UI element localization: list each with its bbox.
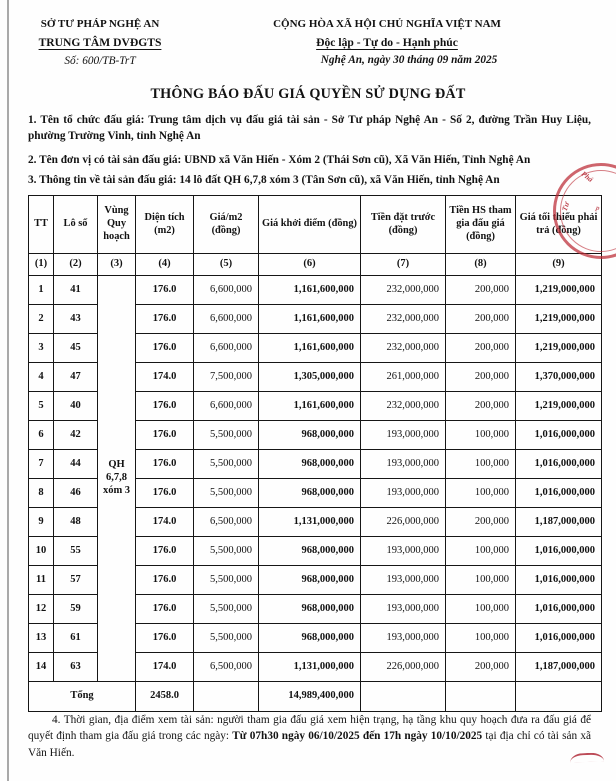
cell-starting-price: 1,131,000,000	[259, 508, 361, 537]
cell-price-per-m2: 6,600,000	[194, 276, 259, 305]
cell-area: 176.0	[136, 566, 194, 595]
cell-tt: 10	[29, 537, 54, 566]
cell-tt: 3	[29, 334, 54, 363]
cell-lot-number: 55	[54, 537, 98, 566]
cell-area: 174.0	[136, 653, 194, 682]
cell-lot-number: 41	[54, 276, 98, 305]
cell-fee: 200,000	[446, 305, 516, 334]
cell-tt: 4	[29, 363, 54, 392]
cell-tt: 7	[29, 450, 54, 479]
page-edge-line	[7, 0, 9, 781]
col-index-3: (3)	[98, 254, 136, 276]
total-row	[29, 682, 602, 712]
cell-area: 176.0	[136, 276, 194, 305]
p4-text-end: tại địa chỉ có tài sản xã Văn Hiến.	[28, 730, 592, 759]
cell-price-per-m2: 6,600,000	[194, 392, 259, 421]
cell-starting-price: 968,000,000	[259, 450, 361, 479]
stamp-text-fragment: Tư	[559, 200, 572, 213]
total-empty-min	[516, 682, 602, 712]
cell-min-price: 1,016,000,000	[516, 595, 602, 624]
total-empty-fee	[446, 682, 516, 712]
cell-deposit: 193,000,000	[361, 624, 446, 653]
cell-lot-number: 59	[54, 595, 98, 624]
page-title: THÔNG BÁO ĐẤU GIÁ QUYỀN SỬ DỤNG ĐẤT	[150, 86, 466, 102]
cell-starting-price: 1,161,600,000	[259, 334, 361, 363]
col-index-6: (6)	[259, 254, 361, 276]
cell-deposit: 193,000,000	[361, 479, 446, 508]
cell-lot-number: 42	[54, 421, 98, 450]
cell-lot-number: 48	[54, 508, 98, 537]
cell-price-per-m2: 6,500,000	[194, 508, 259, 537]
cell-deposit: 193,000,000	[361, 421, 446, 450]
col-header-starting-price: Giá khởi điểm (đồng)	[259, 196, 361, 254]
org-name: TRUNG TÂM DVĐGTS	[38, 36, 162, 49]
cell-deposit: 232,000,000	[361, 334, 446, 363]
p4-text-start: 4. Thời gian, địa điểm xem tài sản: người tham gia đấu giá xem hiện trạng, hạ tầng khu quy hoạch đưa ra đấu giá để quyết định tham gia đấu giá trong các ngày:	[28, 714, 591, 743]
total-label: Tổng	[29, 682, 136, 712]
cell-min-price: 1,016,000,000	[516, 479, 602, 508]
col-header-area: Diện tích (m2)	[136, 196, 194, 254]
cell-min-price: 1,016,000,000	[516, 421, 602, 450]
cell-tt: 13	[29, 624, 54, 653]
col-index-4: (4)	[136, 254, 194, 276]
cell-fee: 200,000	[446, 276, 516, 305]
col-index-8: (8)	[446, 254, 516, 276]
letterhead-left	[20, 17, 180, 69]
cell-price-per-m2: 5,500,000	[194, 537, 259, 566]
cell-fee: 200,000	[446, 508, 516, 537]
cell-price-per-m2: 6,600,000	[194, 305, 259, 334]
cell-starting-price: 968,000,000	[259, 479, 361, 508]
auction-table	[28, 195, 602, 712]
cell-lot-number: 57	[54, 566, 98, 595]
total-starting-price: 14,989,400,000	[259, 682, 361, 712]
paragraph-auction-org: 1. Tên tổ chức đấu giá: Trung tâm dịch vụ đấu giá tài sản - Sở Tư pháp Nghệ An - Số 2, đường Trần Huy Liệu, phường Trường Vinh, tỉnh Nghệ An	[28, 114, 591, 142]
cell-fee: 200,000	[446, 363, 516, 392]
cell-lot-number: 45	[54, 334, 98, 363]
cell-min-price: 1,016,000,000	[516, 450, 602, 479]
cell-deposit: 193,000,000	[361, 595, 446, 624]
cell-area: 176.0	[136, 305, 194, 334]
cell-tt: 6	[29, 421, 54, 450]
red-pen-mark	[570, 752, 604, 762]
total-empty-deposit	[361, 682, 446, 712]
cell-deposit: 193,000,000	[361, 537, 446, 566]
cell-tt: 9	[29, 508, 54, 537]
org-parent-name: SỞ TƯ PHÁP NGHỆ AN	[40, 18, 160, 30]
column-index-row	[29, 254, 602, 276]
cell-fee: 100,000	[446, 537, 516, 566]
cell-min-price: 1,219,000,000	[516, 305, 602, 334]
cell-min-price: 1,016,000,000	[516, 537, 602, 566]
cell-price-per-m2: 5,500,000	[194, 450, 259, 479]
cell-min-price: 1,219,000,000	[516, 276, 602, 305]
cell-price-per-m2: 5,500,000	[194, 479, 259, 508]
cell-tt: 8	[29, 479, 54, 508]
cell-starting-price: 968,000,000	[259, 566, 361, 595]
cell-tt: 2	[29, 305, 54, 334]
cell-lot-number: 46	[54, 479, 98, 508]
total-area: 2458.0	[136, 682, 194, 712]
col-header-zone: Vùng Quy hoạch	[98, 196, 136, 254]
col-index-7: (7)	[361, 254, 446, 276]
cell-lot-number: 47	[54, 363, 98, 392]
national-title: CỘNG HÒA XÃ HỘI CHỦ NGHĨA VIỆT NAM	[273, 18, 501, 30]
cell-starting-price: 968,000,000	[259, 624, 361, 653]
cell-price-per-m2: 5,500,000	[194, 624, 259, 653]
letterhead-right	[262, 17, 512, 68]
col-index-1: (1)	[29, 254, 54, 276]
cell-tt: 1	[29, 276, 54, 305]
cell-starting-price: 1,161,600,000	[259, 305, 361, 334]
cell-tt: 12	[29, 595, 54, 624]
cell-min-price: 1,016,000,000	[516, 566, 602, 595]
cell-fee: 200,000	[446, 392, 516, 421]
cell-price-per-m2: 6,500,000	[194, 653, 259, 682]
cell-starting-price: 1,161,600,000	[259, 392, 361, 421]
table-row	[29, 276, 602, 305]
cell-starting-price: 968,000,000	[259, 421, 361, 450]
cell-min-price: 1,219,000,000	[516, 392, 602, 421]
cell-area: 176.0	[136, 392, 194, 421]
cell-starting-price: 968,000,000	[259, 595, 361, 624]
cell-area: 176.0	[136, 450, 194, 479]
cell-area: 176.0	[136, 421, 194, 450]
stamp-text-fragment: p	[595, 203, 601, 213]
national-motto: Độc lập - Tự do - Hạnh phúc	[316, 36, 458, 49]
paragraph-viewing-time	[28, 712, 591, 761]
cell-min-price: 1,187,000,000	[516, 653, 602, 682]
cell-starting-price: 968,000,000	[259, 537, 361, 566]
cell-fee: 100,000	[446, 624, 516, 653]
col-header-fee: Tiền HS tham gia đấu giá (đồng)	[446, 196, 516, 254]
stamp-text-fragment: Phá	[579, 169, 595, 184]
cell-starting-price: 1,161,600,000	[259, 276, 361, 305]
cell-area: 174.0	[136, 508, 194, 537]
cell-min-price: 1,370,000,000	[516, 363, 602, 392]
cell-price-per-m2: 7,500,000	[194, 363, 259, 392]
cell-deposit: 232,000,000	[361, 305, 446, 334]
col-index-5: (5)	[194, 254, 259, 276]
cell-fee: 200,000	[446, 653, 516, 682]
p4-viewing-dates: Từ 07h30 ngày 06/10/2025 đến 17h ngày 10/10/2025	[232, 730, 483, 743]
cell-area: 174.0	[136, 363, 194, 392]
cell-deposit: 226,000,000	[361, 653, 446, 682]
col-header-min-price: Giá tối thiểu phải trả (đồng)	[516, 196, 602, 254]
table-header-row	[29, 196, 602, 254]
cell-zone-merged: QH 6,7,8 xóm 3	[98, 276, 136, 682]
cell-lot-number: 43	[54, 305, 98, 334]
cell-area: 176.0	[136, 624, 194, 653]
cell-lot-number: 40	[54, 392, 98, 421]
cell-lot-number: 44	[54, 450, 98, 479]
cell-price-per-m2: 6,600,000	[194, 334, 259, 363]
cell-fee: 200,000	[446, 334, 516, 363]
col-index-9: (9)	[516, 254, 602, 276]
cell-starting-price: 1,131,000,000	[259, 653, 361, 682]
cell-starting-price: 1,305,000,000	[259, 363, 361, 392]
cell-area: 176.0	[136, 479, 194, 508]
cell-fee: 100,000	[446, 479, 516, 508]
document-number: Số: 600/TB-TrT	[64, 55, 136, 67]
cell-min-price: 1,187,000,000	[516, 508, 602, 537]
cell-deposit: 261,000,000	[361, 363, 446, 392]
col-header-lot: Lô số	[54, 196, 98, 254]
cell-deposit: 193,000,000	[361, 566, 446, 595]
cell-min-price: 1,219,000,000	[516, 334, 602, 363]
cell-tt: 11	[29, 566, 54, 595]
date-line: Nghệ An, ngày 30 tháng 09 năm 2025	[320, 54, 498, 66]
cell-fee: 100,000	[446, 450, 516, 479]
cell-fee: 100,000	[446, 566, 516, 595]
col-header-tt: TT	[29, 196, 54, 254]
col-index-2: (2)	[54, 254, 98, 276]
cell-area: 176.0	[136, 595, 194, 624]
cell-deposit: 232,000,000	[361, 276, 446, 305]
cell-deposit: 226,000,000	[361, 508, 446, 537]
cell-area: 176.0	[136, 537, 194, 566]
paragraph-asset-info: 3. Thông tin về tài sản đấu giá: 14 lô đất QH 6,7,8 xóm 3 (Tân Sơn cũ), xã Văn Hiến, tỉnh Nghệ An	[28, 174, 500, 186]
cell-price-per-m2: 5,500,000	[194, 566, 259, 595]
cell-tt: 14	[29, 653, 54, 682]
cell-tt: 5	[29, 392, 54, 421]
cell-fee: 100,000	[446, 595, 516, 624]
cell-lot-number: 63	[54, 653, 98, 682]
cell-deposit: 193,000,000	[361, 450, 446, 479]
cell-min-price: 1,016,000,000	[516, 624, 602, 653]
cell-deposit: 232,000,000	[361, 392, 446, 421]
cell-area: 176.0	[136, 334, 194, 363]
col-header-price-per-m2: Giá/m2 (đồng)	[194, 196, 259, 254]
total-empty-price	[194, 682, 259, 712]
cell-price-per-m2: 5,500,000	[194, 595, 259, 624]
cell-lot-number: 61	[54, 624, 98, 653]
paragraph-asset-owner: 2. Tên đơn vị có tài sản đấu giá: UBND xã Văn Hiến - Xóm 2 (Thái Sơn cũ), Xã Văn Hiến, Tỉnh Nghệ An	[28, 154, 531, 166]
col-header-deposit: Tiền đặt trước (đồng)	[361, 196, 446, 254]
cell-fee: 100,000	[446, 421, 516, 450]
cell-price-per-m2: 5,500,000	[194, 421, 259, 450]
table-body	[29, 276, 602, 682]
